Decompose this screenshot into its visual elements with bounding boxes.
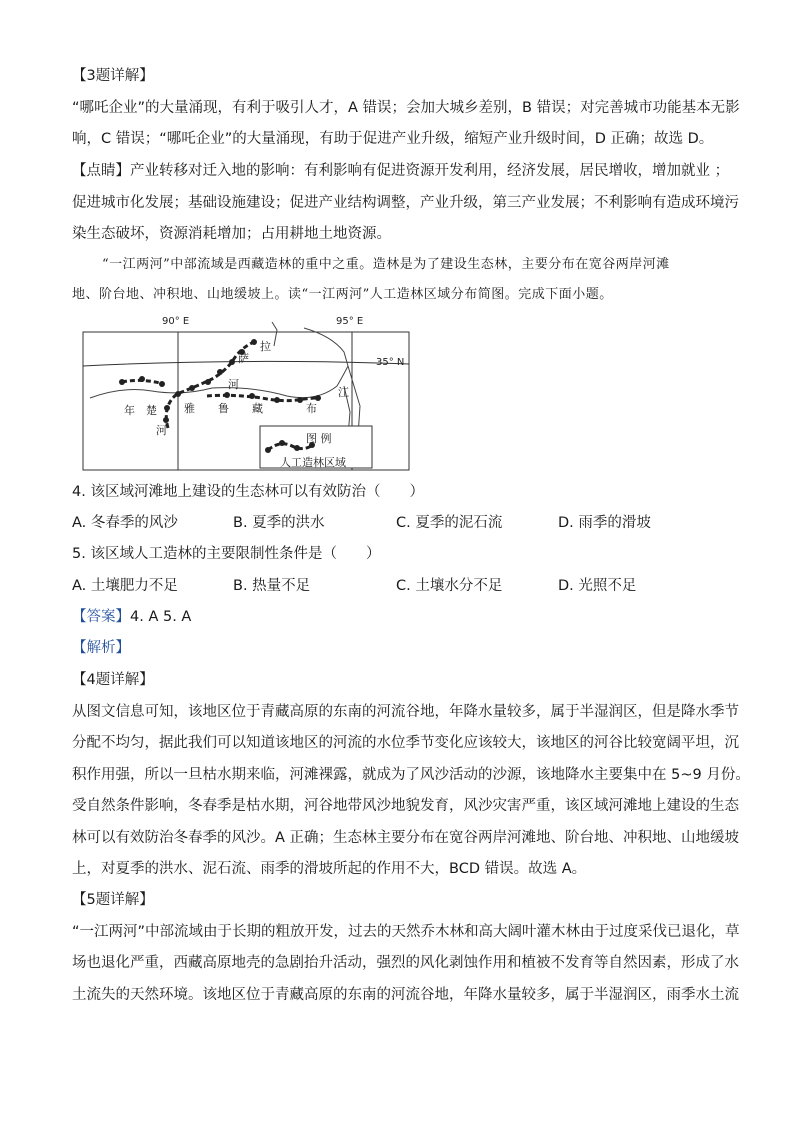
q5-option-b: B. 热量不足 <box>233 578 311 594</box>
river-label-char: 萨 <box>238 352 249 365</box>
q5-detail-line: 场也退化严重，西藏高原地壳的急剧抬升活动，强烈的风化剥蚀作用和植被不发育等自然因素，形成了水 <box>72 955 739 971</box>
river-label-char: 拉 <box>260 340 271 353</box>
river-label-char: 河 <box>156 424 167 437</box>
q4-detail-line: 从图文信息可知，该地区位于青藏高原的东南的河流谷地，年降水量较多，属于半湿润区，但是降水季节 <box>72 704 739 720</box>
q4-detail-line: 林可以有效防治冬春季的风沙。A 正确；生态林主要分布在宽谷两岸河滩地、阶台地、冲积地、山地缓坡 <box>72 830 740 846</box>
q3-detail-heading: 【3题详解】 <box>72 68 154 84</box>
river-label-char: 河 <box>228 378 239 391</box>
river-label-char: 雅 <box>184 402 195 415</box>
q5-detail-line: 土流失的天然环境。该地区位于青藏高原的东南的河流谷地，年降水量较多，属于半湿润区，雨季水土流 <box>72 987 739 1003</box>
q4-detail-heading: 【4题详解】 <box>72 672 154 688</box>
legend-text: 人工造林区域 <box>280 456 346 469</box>
legend-title: 图 例 <box>306 432 332 445</box>
analysis-label: 【解析】 <box>72 640 130 656</box>
passage-line: “一江两河”中部流域是西藏造林的重中之重。造林是为了建设生态林，主要分布在宽谷两岸河滩 <box>102 257 670 272</box>
q5-detail-heading: 【5题详解】 <box>72 892 154 908</box>
q4-option-d: D. 雨季的滑坡 <box>558 515 651 531</box>
river-label-char: 楚 <box>146 404 157 417</box>
q5-detail-line: “一江两河”中部流域由于长期的粗放开发，过去的天然乔木林和高大阔叶灌木林由于过度采伐已退化，草 <box>72 924 740 940</box>
passage-line: 地、阶台地、冲积地、山地缓坡上。读“一江两河”人工造林区域分布简图。完成下面小题。 <box>72 287 613 302</box>
q4-detail-line: 受自然条件影响，冬春季是枯水期，河谷地带风沙地貌发育，风沙灾害严重，该区域河滩地上建设的生态 <box>72 798 739 814</box>
answer-line <box>72 607 722 627</box>
q4-detail-line: 分配不均匀，据此我们可以知道该地区的河流的水位季节变化应该较大，该地区的河谷比较宽阔平坦，沉 <box>72 735 739 751</box>
q3-detail-line: 响，C 错误；“哪吒企业”的大量涌现，有助于促进产业升级，缩短产业升级时间，D 正确；故选 D。 <box>72 131 714 147</box>
q4-detail-line: 上，对夏季的洪水、泥石流、雨季的滑坡所起的作用不大，BCD 错误。故选 A。 <box>72 861 587 877</box>
q5-option-a: A. 土壤肥力不足 <box>72 578 178 594</box>
key-point-line: 【点睛】产业转移对迁入地的影响：有利影响有促进资源开发利用，经济发展，居民增收，增加就业 ； <box>72 163 730 179</box>
answer-label: 【答案】 <box>72 609 130 625</box>
q5-option-d: D. 光照不足 <box>558 578 637 594</box>
q4-option-b: B. 夏季的洪水 <box>233 515 325 531</box>
river-label-char: 江 <box>338 386 349 399</box>
q4-detail-line: 积作用强，所以一旦枯水期来临，河滩裸露，就成为了风沙活动的沙源，该地降水主要集中在 5~9 月份。 <box>72 767 750 783</box>
river-label-char: 年 <box>124 404 135 417</box>
answer-text: 4. A 5. A <box>130 609 192 625</box>
q3-detail-line: “哪吒企业”的大量涌现，有利于吸引人才，A 错误；会加大城乡差别，B 错误；对完善城市功能基本无影 <box>72 100 740 116</box>
key-point-line: 促进城市化发展；基础设施建设；促进产业结构调整，产业升级，第三产业发展；不利影响有造成环境污 <box>72 195 739 211</box>
afforestation-map <box>82 316 412 476</box>
map-drawing <box>82 316 412 476</box>
key-point-line: 染生态破坏，资源消耗增加；占用耕地土地资源。 <box>72 226 391 242</box>
q5-stem: 5. 该区域人工造林的主要限制性条件是（ ） <box>72 546 381 562</box>
river-label-char: 鲁 <box>218 402 229 415</box>
river-label-char: 布 <box>306 402 317 415</box>
longitude-label-95: 95° E <box>336 316 364 327</box>
q5-option-c: C. 土壤水分不足 <box>396 578 503 594</box>
river-label-char: 藏 <box>252 402 263 415</box>
q4-option-a: A. 冬春季的风沙 <box>72 515 178 531</box>
q4-stem: 4. 该区域河滩地上建设的生态林可以有效防治（ ） <box>72 484 424 500</box>
longitude-label-90: 90° E <box>162 316 190 327</box>
latitude-label-35: 35° N <box>376 357 405 368</box>
q4-option-c: C. 夏季的泥石流 <box>396 515 503 531</box>
